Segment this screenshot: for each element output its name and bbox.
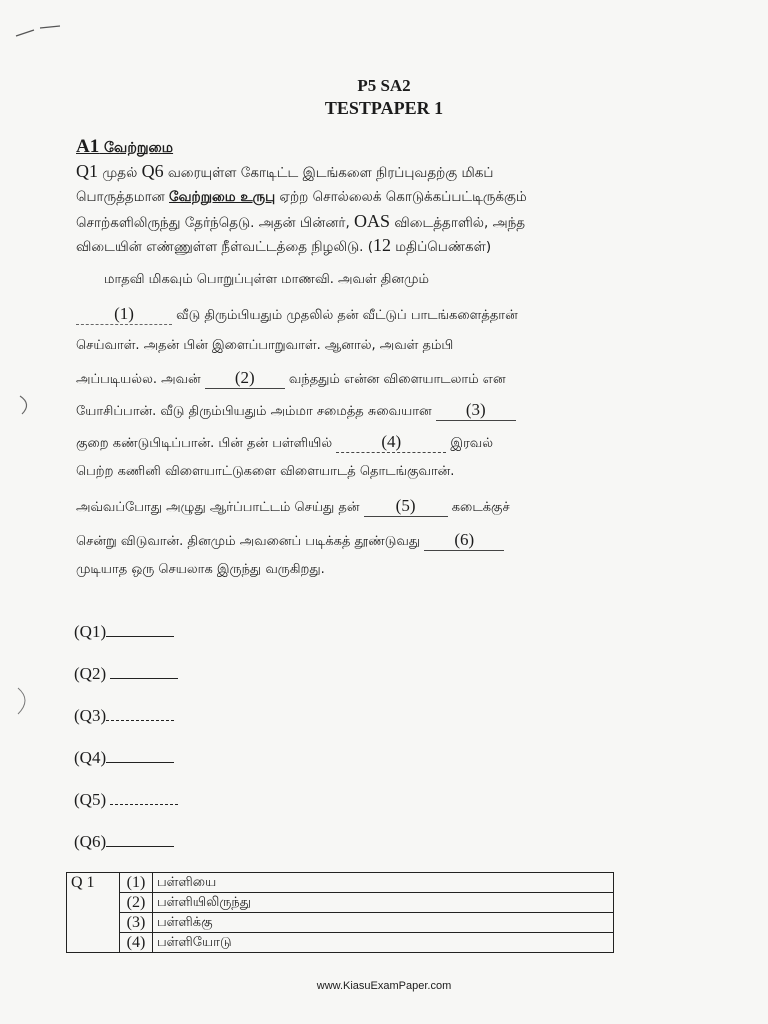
blank-4: (4) <box>336 432 446 453</box>
answer-blank[interactable] <box>106 748 174 763</box>
instruction-line-4: விடையின் எண்ணுள்ள நீள்வட்டத்தை நிழலிடு. (12 மதிப்பெண்கள்) <box>76 235 492 255</box>
answer-blank[interactable] <box>110 790 178 805</box>
passage-line: பெற்ற கணினி விளையாட்டுகளை விளையாடத் தொடங்குவான். <box>76 464 455 479</box>
table-row <box>67 873 614 893</box>
answer-line-q4: (Q4) <box>74 748 174 768</box>
passage-line: சென்று விடுவான். தினமும் அவனைப் படிக்கத் தூண்டுவது (6) <box>76 530 616 551</box>
section-name: வேற்றுமை <box>103 140 174 156</box>
page-subtitle: TESTPAPER 1 <box>324 98 444 118</box>
blank-6: (6) <box>424 530 504 551</box>
question-cell: Q 1 <box>67 873 120 893</box>
passage-line: முடியாத ஒரு செயலாக இருந்து வருகிறது. <box>76 562 325 577</box>
option-text: பள்ளியிலிருந்து <box>153 893 614 913</box>
instruction-line-2: பொருத்தமான வேற்றுமை உருபு ஏற்ற சொல்லைக் கொடுக்கப்பட்டிருக்கும் <box>76 189 527 205</box>
blank-5: (5) <box>364 496 448 517</box>
passage-line: குறை கண்டுபிடிப்பான். பின் தன் பள்ளியில் (4) இரவல் <box>76 432 494 451</box>
blank-2: (2) <box>205 368 285 389</box>
page-title: P5 SA2 <box>357 76 411 95</box>
table-row <box>67 893 614 913</box>
answer-line-q3: (Q3) <box>74 706 174 726</box>
option-number[interactable]: (1) <box>120 873 153 893</box>
passage-line: (1) வீடு திரும்பியதும் முதலில் தன் வீட்டுப் பாடங்களைத்தான் <box>76 304 616 325</box>
footer-url[interactable]: www.KiasuExamPaper.com <box>316 980 452 992</box>
option-number[interactable]: (2) <box>120 893 153 913</box>
section-code: A1 <box>76 136 100 157</box>
option-text: பள்ளியை <box>153 873 614 893</box>
table-row <box>67 933 614 953</box>
blank-1: (1) <box>76 304 172 325</box>
answer-blank[interactable] <box>106 622 174 637</box>
scan-mark <box>14 22 64 42</box>
answer-line-q6: (Q6) <box>74 832 174 852</box>
answer-blank[interactable] <box>106 832 174 847</box>
hole-punch-mark-lower <box>6 686 36 716</box>
blank-3: (3) <box>436 400 516 421</box>
answer-line-q5: (Q5) <box>74 790 178 810</box>
instruction-line-3: சொற்களிலிருந்து தேர்ந்தெடு. அதன் பின்னர், OAS விடைத்தாளில், அந்த <box>76 211 526 231</box>
option-text: பள்ளிக்கு <box>153 913 614 933</box>
hole-punch-mark-upper <box>8 394 38 416</box>
option-number[interactable]: (4) <box>120 933 153 953</box>
table-row <box>67 913 614 933</box>
passage-line: அவ்வப்போது அழுது ஆர்ப்பாட்டம் செய்து தன் (5) கடைக்குச் <box>76 496 510 515</box>
option-number[interactable]: (3) <box>120 913 153 933</box>
answer-line-q1: (Q1) <box>74 622 174 642</box>
instruction-line-1: Q1 முதல் Q6 வரையுள்ள கோடிட்ட இடங்களை நிரப்புவதற்கு மிகப் <box>76 161 494 181</box>
answer-line-q2: (Q2) <box>74 664 178 684</box>
passage-line: மாதவி மிகவும் பொறுப்புள்ள மாணவி. அவள் தினமும் <box>104 272 429 287</box>
passage-line: செய்வாள். அதன் பின் இளைப்பாறுவாள். ஆனால், அவள் தம்பி <box>76 338 454 353</box>
answer-blank[interactable] <box>110 664 178 679</box>
answer-blank[interactable] <box>106 706 174 721</box>
options-table <box>66 872 614 953</box>
passage-line: யோசிப்பான். வீடு திரும்பியதும் அம்மா சமைத்த சுவையான (3) <box>76 400 616 421</box>
passage-line: அப்படியல்ல. அவன் (2) வந்ததும் என்ன விளையாடலாம் என <box>76 368 506 387</box>
option-text: பள்ளியோடு <box>153 933 614 953</box>
section-heading <box>76 136 173 158</box>
